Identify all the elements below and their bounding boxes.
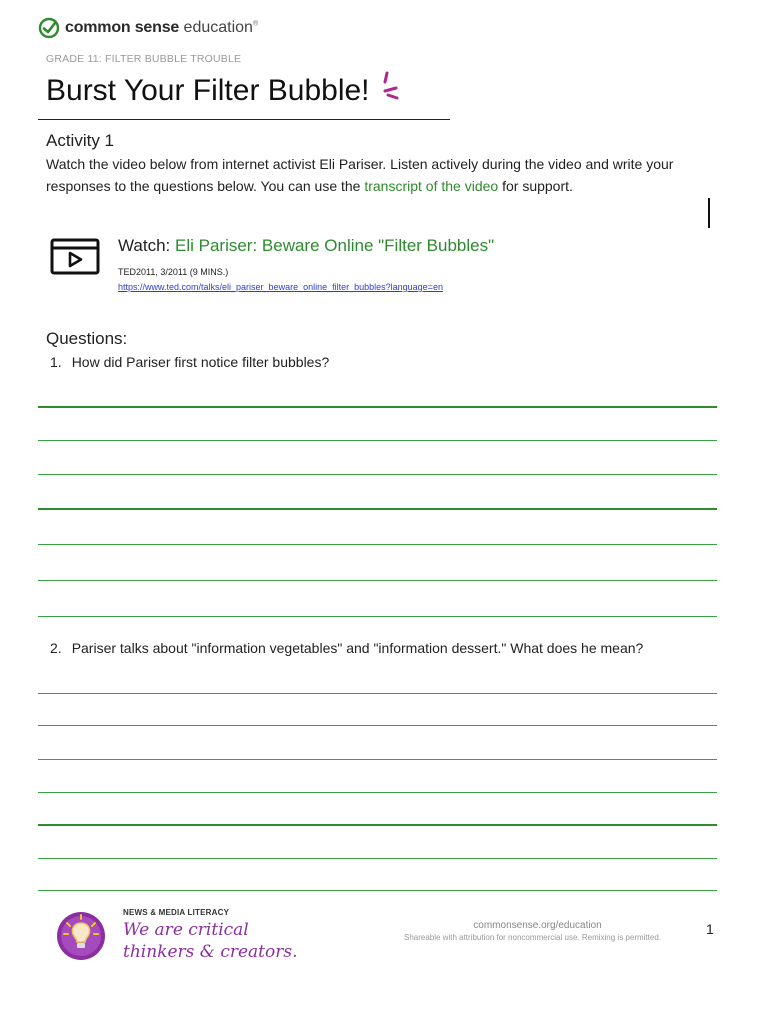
brand-name-light: education [183,19,253,36]
watch-heading [118,236,494,256]
video-title-link[interactable]: Eli Pariser: Beware Online "Filter Bubbles" [175,236,495,255]
check-circle-icon [38,17,60,39]
question-number: 2. [50,640,62,656]
sparkle-icon [378,70,404,104]
answer-line[interactable] [38,440,717,441]
answer-line[interactable] [38,858,717,859]
video-meta: TED2011, 3/2011 (9 MINS.) [118,267,229,277]
question-2 [50,640,643,656]
questions-heading: Questions: [46,329,128,348]
question-1 [50,354,329,370]
activity-title: Activity 1 [46,131,115,150]
lightbulb-badge-icon [56,909,106,965]
answer-line[interactable] [38,544,717,545]
answer-line[interactable] [38,474,717,475]
footer-kicker: NEWS & MEDIA LITERACY [123,908,230,917]
video-url-link[interactable]: https://www.ted.com/talks/eli_pariser_beware_online_filter_bubbles?language=en [118,282,443,292]
answer-line[interactable] [38,508,717,510]
footer-slogan [123,919,297,963]
page-number: 1 [706,921,714,937]
activity-instructions [46,153,736,197]
answer-line[interactable] [38,616,717,617]
video-player-icon [50,236,100,276]
brand-trademark: ® [252,20,259,28]
grade-label: GRADE 11: FILTER BUBBLE TROUBLE [46,53,242,65]
answer-line[interactable] [38,792,717,793]
text-cursor [708,198,710,228]
footer-license: Shareable with attribution for noncommercial use. Remixing is permitted. [403,933,661,942]
brand-name-bold: common sense [65,19,180,36]
title-divider [38,119,450,120]
answer-line[interactable] [38,580,717,581]
activity-text-after: for support. [498,178,573,194]
answer-line[interactable] [38,693,717,694]
answer-line[interactable] [38,824,717,826]
answer-line[interactable] [38,890,717,891]
answer-line[interactable] [38,725,717,726]
footer-site-link[interactable]: commonsense.org/education [473,920,602,931]
question-text: How did Pariser first notice filter bubbles? [71,354,330,370]
slogan-line-1: We are critical [123,920,249,940]
watch-label: Watch: [118,236,175,255]
activity-text-before: Watch the video below from internet activist Eli Pariser. Listen actively during the video and write your responses to the questions below. You can use the [46,156,674,194]
answer-line[interactable] [38,759,717,760]
answer-line[interactable] [38,406,717,408]
brand-logo [38,16,258,40]
question-number: 1. [50,354,62,370]
question-text: Pariser talks about "information vegetables" and "information dessert." What does he mean? [71,640,644,656]
transcript-link[interactable]: transcript of the video [364,178,499,194]
page-title: Burst Your Filter Bubble! [46,74,370,107]
slogan-line-2: thinkers & creators. [123,942,298,962]
